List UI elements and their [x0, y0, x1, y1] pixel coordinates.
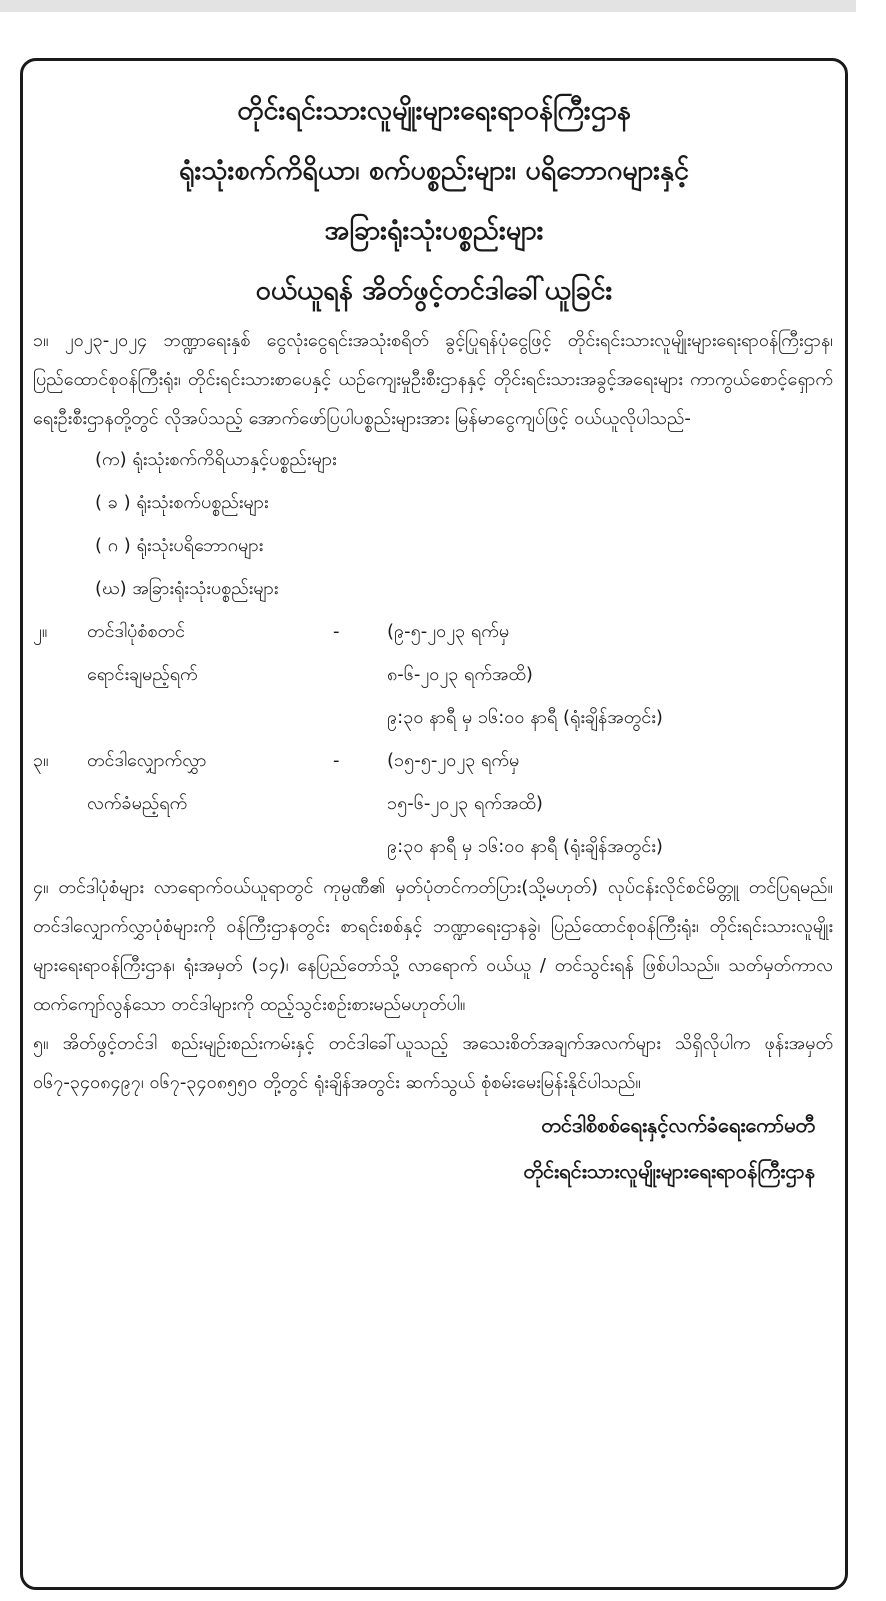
schedule-dash: -: [333, 750, 340, 771]
schedule-submission-period: [33, 739, 833, 868]
notice-title: [23, 81, 845, 321]
tender-notice-box: [20, 58, 848, 1590]
signature-ministry: တိုင်းရင်းသားလူမျိုးများရေးရာဝန်ကြီးဌာန: [523, 1159, 815, 1183]
date-start: (၁၅-၅-၂၀၂၃ ရက်မှ: [387, 750, 520, 771]
title-line-4: ဝယ်ယူရန် အိတ်ဖွင့်တင်ဒါခေါ်ယူခြင်း: [255, 275, 613, 306]
schedule-label: [87, 610, 333, 739]
schedule-label-line: တင်ဒါလျှောက်လွှာ: [87, 750, 207, 771]
list-item: ( ခ ) ရုံးသုံးစက်ပစ္စည်းများ: [95, 492, 269, 513]
top-scroll-strip: [0, 0, 856, 12]
list-item: ( ဂ ) ရုံးသုံးပရိဘောဂများ: [95, 535, 264, 556]
date-start: (၉-၅-၂၀၂၃ ရက်မှ: [387, 621, 510, 642]
schedule-value: [387, 739, 833, 868]
title-ministry: တိုင်းရင်းသားလူမျိုးများရေးရာဝန်ကြီးဌာန: [237, 95, 631, 126]
item-list: [33, 438, 833, 610]
schedule-label-line: ရောင်းချမည့်ရက်: [87, 664, 198, 685]
office-hours: ၉:၃၀ နာရီ မှ ၁၆:၀၀ နာရီ (ရုံးချိန်အတွင်း): [387, 836, 663, 857]
list-item: (ဃ) အခြားရုံးသုံးပစ္စည်းများ: [95, 578, 279, 599]
list-item: (က) ရုံးသုံးစက်ကိရိယာနှင့်ပစ္စည်းများ: [95, 449, 337, 470]
paragraph-5: ၅။ အိတ်ဖွင့်တင်ဒါ စည်းမျဉ်းစည်းကမ်းနှင့် တင်ဒါခေါ်ယူသည့် အသေးစိတ်အချက်အလက်များ သိရှိလိုပါက ဖုန်းအမှတ် ၀၆၇-၃၄၀၈၄၉၇၊ ၀၆၇-၃၄၀၈၅၅၀ တို့တွင် ရုံးချိန်အတွင်း ဆက်သွယ် စုံစမ်းမေးမြန်းနိုင်ပါသည်။: [33, 1033, 833, 1093]
notice-body: [23, 321, 845, 1194]
date-end: ၈-၆-၂၀၂၃ ရက်အထိ): [387, 664, 533, 685]
title-line-2: ရုံးသုံးစက်ကိရိယာ၊ စက်ပစ္စည်းများ၊ ပရိဘောဂများနှင့်: [179, 155, 689, 186]
date-end: ၁၅-၆-၂၀၂၃ ရက်အထိ): [387, 793, 543, 814]
title-line-3: အခြားရုံးသုံးပစ္စည်းများ: [324, 215, 544, 246]
signature-committee: တင်ဒါစိစစ်ရေးနှင့်လက်ခံရေးကော်မတီ: [541, 1113, 815, 1137]
office-hours: ၉:၃၀ နာရီ မှ ၁၆:၀၀ နာရီ (ရုံးချိန်အတွင်း): [387, 707, 663, 728]
paragraph-1: ၁။ ၂၀၂၃-၂၀၂၄ ဘဏ္ဍာရေးနှစ် ငွေလုံးငွေရင်းအသုံးစရိတ် ခွင့်ပြုရန်ပုံငွေဖြင့် တိုင်းရင်းသားလူမျိုးများရေးရာဝန်ကြီးဌာန၊ ပြည်ထောင်စုဝန်ကြီးရုံး၊ တိုင်းရင်းသားစာပေနှင့် ယဉ်ကျေးမှုဦးစီးဌာနနှင့် တိုင်းရင်းသားအခွင့်အရေးများ ကာကွယ်စောင့်ရှောက်ရေးဦးစီးဌာနတို့တွင် လိုအပ်သည့် အောက်ဖော်ပြပါပစ္စည်းများအား မြန်မာငွေကျပ်ဖြင့် ဝယ်ယူလိုပါသည်-: [33, 330, 833, 429]
paragraph-4: ၄။ တင်ဒါပုံစံများ လာရောက်ဝယ်ယူရာတွင် ကုမ္ပဏီ၏ မှတ်ပုံတင်ကတ်ပြား(သို့မဟုတ်) လုပ်ငန်းလိုင်စင်မိတ္တူ တင်ပြရမည်။ တင်ဒါလျှောက်လွှာပုံစံများကို ဝန်ကြီးဌာနတွင်း စာရင်းစစ်နှင့် ဘဏ္ဍာရေးဌာနခွဲ၊ ပြည်ထောင်စုဝန်ကြီးရုံး၊ တိုင်းရင်းသားလူမျိုးများရေးရာဝန်ကြီးဌာန၊ ရုံးအမှတ် (၁၄)၊ နေပြည်တော်သို့ လာရောက် ဝယ်ယူ / တင်သွင်းရန် ဖြစ်ပါသည်။ သတ်မှတ်ကာလထက်ကျော်လွန်သော တင်ဒါများကို ထည့်သွင်းစဉ်းစားမည်မဟုတ်ပါ။: [33, 877, 833, 1015]
section-number: ၂။: [33, 621, 48, 642]
schedule-sale-period: [33, 610, 833, 739]
section-number: ၃။: [33, 750, 49, 771]
schedule-label: [87, 739, 333, 868]
schedule-dash: -: [333, 621, 340, 642]
schedule-value: [387, 610, 833, 739]
schedule-label-line: တင်ဒါပုံစံစတင်: [87, 621, 186, 642]
schedule-label-line: လက်ခံမည့်ရက်: [87, 793, 188, 814]
